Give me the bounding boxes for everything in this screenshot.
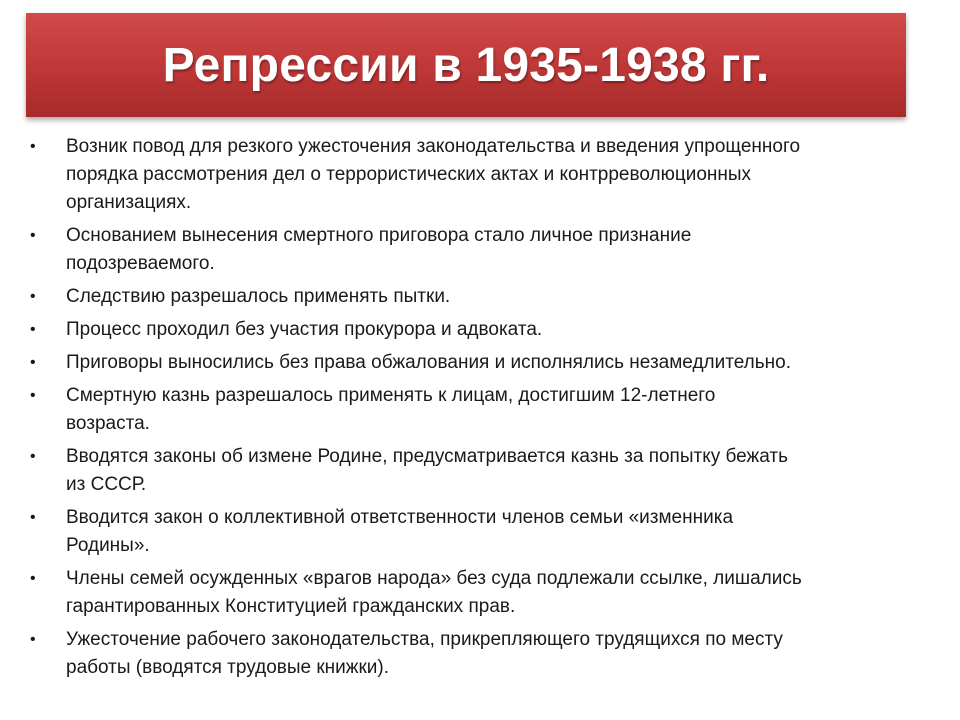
- bullet-marker: •: [30, 138, 36, 155]
- bullet-text: Вводится закон о коллективной ответственности членов семьи «изменника Родины».: [66, 507, 734, 556]
- bullet-item: [30, 222, 920, 278]
- bullet-marker: •: [30, 321, 36, 338]
- bullet-marker: •: [30, 570, 36, 587]
- bullet-item: [30, 504, 920, 560]
- bullet-item: [30, 382, 920, 438]
- bullet-text: Вводятся законы об измене Родине, предусматривается казнь за попытку бежать из СССР.: [66, 446, 788, 495]
- bullet-text: Процесс проходил без участия прокурора и адвоката.: [66, 319, 543, 340]
- bullet-text: Основанием вынесения смертного приговора стало личное признание подозреваемого.: [66, 225, 692, 274]
- bullet-marker: •: [30, 288, 36, 305]
- bullet-item: [30, 133, 920, 217]
- bullet-item: [30, 316, 920, 344]
- bullet-marker: •: [30, 354, 36, 371]
- title-banner: [26, 13, 906, 117]
- bullet-marker: •: [30, 448, 36, 465]
- bullet-marker: •: [30, 227, 36, 244]
- bullet-text: Следствию разрешалось применять пытки.: [66, 286, 451, 307]
- bullet-text: Ужесточение рабочего законодательства, прикрепляющего трудящихся по месту работы (вводятся трудовые книжки).: [66, 629, 783, 678]
- bullet-list: [30, 133, 920, 687]
- bullet-text: Приговоры выносились без права обжалования и исполнялись незамедлительно.: [66, 352, 791, 373]
- bullet-item: [30, 626, 920, 682]
- bullet-item: [30, 443, 920, 499]
- bullet-text: Возник повод для резкого ужесточения законодательства и введения упрощенного порядка рассмотрения дел о террористических актах и контрреволюционных организациях.: [66, 136, 801, 213]
- bullet-text: Члены семей осужденных «врагов народа» без суда подлежали ссылке, лишались гарантированных Конституцией гражданских прав.: [66, 568, 802, 617]
- slide-title: Репрессии в 1935-1938 гг.: [162, 38, 770, 92]
- bullet-text: Смертную казнь разрешалось применять к лицам, достигшим 12-летнего возраста.: [66, 385, 716, 434]
- bullet-marker: •: [30, 387, 36, 404]
- bullet-marker: •: [30, 509, 36, 526]
- bullet-marker: •: [30, 631, 36, 648]
- bullet-item: [30, 349, 920, 377]
- bullet-item: [30, 565, 920, 621]
- bullet-item: [30, 283, 920, 311]
